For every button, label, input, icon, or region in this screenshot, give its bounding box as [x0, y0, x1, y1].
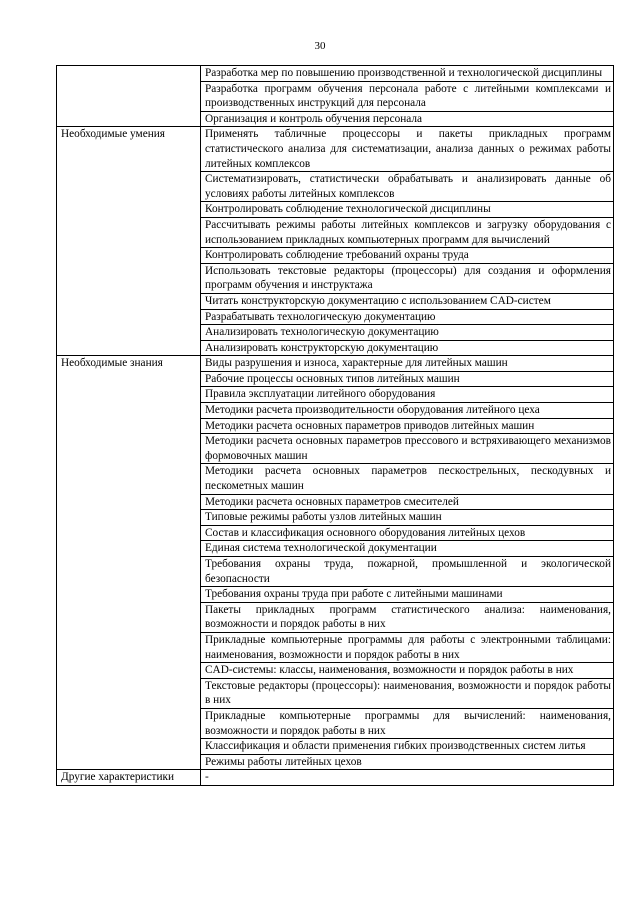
characteristics-table-body	[57, 66, 614, 786]
requirement-item: Режимы работы литейных цехов	[201, 754, 614, 770]
characteristics-table	[56, 65, 614, 786]
requirement-item: Прикладные компьютерные программы для работы с электронными таблицами: наименования, возможности и порядок работы в них	[201, 632, 614, 662]
page-number: 30	[314, 40, 326, 52]
section-label: Другие характеристики	[57, 770, 201, 786]
requirement-item: Использовать текстовые редакторы (процессоры) для создания и оформления программ обучения и инструктажа	[201, 263, 614, 293]
requirement-item: Состав и классификация основного оборудования литейных цехов	[201, 525, 614, 541]
section-label	[57, 66, 201, 127]
requirement-item: Контролировать соблюдение требований охраны труда	[201, 248, 614, 264]
requirement-item: Разрабатывать технологическую документацию	[201, 309, 614, 325]
table-row	[57, 127, 614, 172]
requirement-item: Виды разрушения и износа, характерные для литейных машин	[201, 356, 614, 372]
table-row	[57, 770, 614, 786]
requirement-item: Типовые режимы работы узлов литейных машин	[201, 510, 614, 526]
requirement-item: Рабочие процессы основных типов литейных машин	[201, 371, 614, 387]
requirement-item: Применять табличные процессоры и пакеты прикладных программ статистического анализа для систематизации, анализа данных о режимах работы литейных комплексов	[201, 127, 614, 172]
requirement-item: Пакеты прикладных программ статистического анализа: наименования, возможности и порядок работы в них	[201, 602, 614, 632]
requirement-item: Разработка программ обучения персонала работе с литейными комплексами и производственных инструкций для персонала	[201, 81, 614, 111]
requirement-item: Единая система технологической документации	[201, 541, 614, 557]
requirement-item: Текстовые редакторы (процессоры): наименования, возможности и порядок работы в них	[201, 678, 614, 708]
requirement-item: Методики расчета производительности оборудования литейного цеха	[201, 403, 614, 419]
requirement-item: Методики расчета основных параметров прессового и встряхивающего механизмов формовочных машин	[201, 434, 614, 464]
requirement-item: Рассчитывать режимы работы литейных комплексов и загрузку оборудования с использованием прикладных компьютерных программ для вычислений	[201, 217, 614, 247]
requirement-item: Требования охраны труда, пожарной, промышленной и экологической безопасности	[201, 557, 614, 587]
section-label: Необходимые знания	[57, 356, 201, 770]
requirement-item: Классификация и области применения гибких производственных систем литья	[201, 739, 614, 755]
requirement-item: Прикладные компьютерные программы для вычислений: наименования, возможности и порядок работы в них	[201, 708, 614, 738]
requirement-item: Анализировать технологическую документацию	[201, 325, 614, 341]
requirement-item: Методики расчета основных параметров приводов литейных машин	[201, 418, 614, 434]
requirement-item: Контролировать соблюдение технологической дисциплины	[201, 202, 614, 218]
table-row	[57, 66, 614, 82]
requirement-item: Разработка мер по повышению производственной и технологической дисциплины	[201, 66, 614, 82]
requirement-item: Методики расчета основных параметров пескострельных, пескодувных и пескометных машин	[201, 464, 614, 494]
requirement-item: Организация и контроль обучения персонала	[201, 111, 614, 127]
requirement-item: Анализировать конструкторскую документацию	[201, 340, 614, 356]
table-row	[57, 356, 614, 372]
requirement-item: Читать конструкторскую документацию с использованием CAD-систем	[201, 293, 614, 309]
requirement-item: Требования охраны труда при работе с литейными машинами	[201, 587, 614, 603]
section-label: Необходимые умения	[57, 127, 201, 356]
requirement-item: Правила эксплуатации литейного оборудования	[201, 387, 614, 403]
requirement-item: CAD-системы: классы, наименования, возможности и порядок работы в них	[201, 663, 614, 679]
requirement-item: Методики расчета основных параметров смесителей	[201, 494, 614, 510]
requirement-item: Систематизировать, статистически обрабатывать и анализировать данные об условиях работы литейных комплексов	[201, 172, 614, 202]
requirement-item: -	[201, 770, 614, 786]
